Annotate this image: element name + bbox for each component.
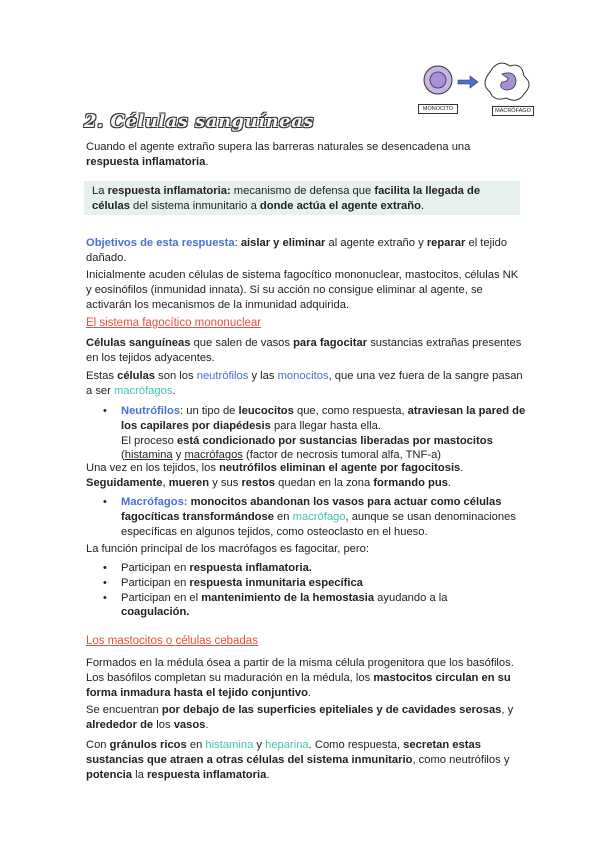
monocyte-macrophage-diagram <box>418 60 548 122</box>
neutrophils-list <box>86 404 526 463</box>
arrow-icon <box>458 76 478 88</box>
tissues-paragraph: Una vez en los tejidos, los neutrófilos eliminan el agente por fagocitosis. Seguidamente, mueren y sus restos quedan en la zona formando pus. <box>86 462 464 489</box>
objectives-paragraph: Objetivos de esta respuesta: aislar y eliminar al agente extraño y reparar el tejido dañado. <box>86 237 508 264</box>
macrophages-list <box>86 495 526 539</box>
formation-paragraph: Formados en la médula ósea a partir de la misma célula progenitora que los basófilos. Los basófilos completan su maduración en la médula, los mastocitos circulan en su forma inmadura hasta el tejido conjuntivo. <box>86 657 514 699</box>
location-paragraph: Se encuentran por debajo de las superficies epiteliales y de cavidades serosas, y alrededor de los vasos. <box>86 704 514 731</box>
functions-list <box>86 561 526 620</box>
blood-cells-paragraph: Células sanguíneas que salen de vasos para fagocitar sustancias extrañas presentes en los tejidos adyacentes. <box>86 337 522 364</box>
cells-types-paragraph: Estas células son los neutrófilos y las monocitos, que una vez fuera de la sangre pasan a ser macrófagos. <box>86 370 523 397</box>
list-item: • Participan en respuesta inmunitaria específica <box>86 576 526 591</box>
page-title: 2. Células sanguíneas <box>84 111 314 132</box>
list-item: • Participan en el mantenimiento de la hemostasia ayudando a la coagulación. <box>86 591 526 621</box>
list-item: • Participan en respuesta inflamatoria. <box>86 561 526 576</box>
section-heading-phagocytic: El sistema fagocítico mononuclear <box>86 317 262 329</box>
function-paragraph: La función principal de los macrófagos es fagocitar, pero: <box>86 543 369 555</box>
initial-paragraph: Inicialmente acuden células de sistema fagocítico mononuclear, mastocitos, células NK y eosinófilos (inmunidad innata). Si su acción no consigue eliminar al agente, se activarán los mecanismos de la inmunidad adquirida. <box>86 269 519 311</box>
list-item: • Neutrófilos: un tipo de leucocitos que, como respuesta, atraviesan la pared de los capilares por diapédesis para llegar hasta ella. El proceso está condicionado por sustancias liberadas por mastocitos (histamina y macrófagos (factor de necrosis tumoral alfa, TNF-a) <box>86 404 526 463</box>
granules-paragraph: Con gránulos ricos en histamina y heparina. Como respuesta, secretan estas sustancias que atraen a otras células del sistema inmunitario, como neutrófilos y potencia la respuesta inflamatoria. <box>86 739 510 781</box>
definition-text: La respuesta inflamatoria: mecanismo de defensa que facilita la llegada de células del sistema inmunitario a donde actúa el agente extraño. <box>92 185 481 212</box>
intro-paragraph: Cuando el agente extraño supera las barreras naturales se desencadena una respuesta inflamatoria. <box>86 141 471 168</box>
list-item: • Macrófagos: monocitos abandonan los vasos para actuar como células fagocíticas transformándose en macrófago, aunque se usan denominaciones específicas en algunos tejidos, como osteoclasto en el hueso. <box>86 495 526 539</box>
section-heading-mast-cells: Los mastocitos o células cebadas <box>86 635 258 647</box>
macrophage-label: MACRÓFAGO <box>492 106 534 116</box>
monocyte-label: MONOCITO <box>418 104 458 114</box>
